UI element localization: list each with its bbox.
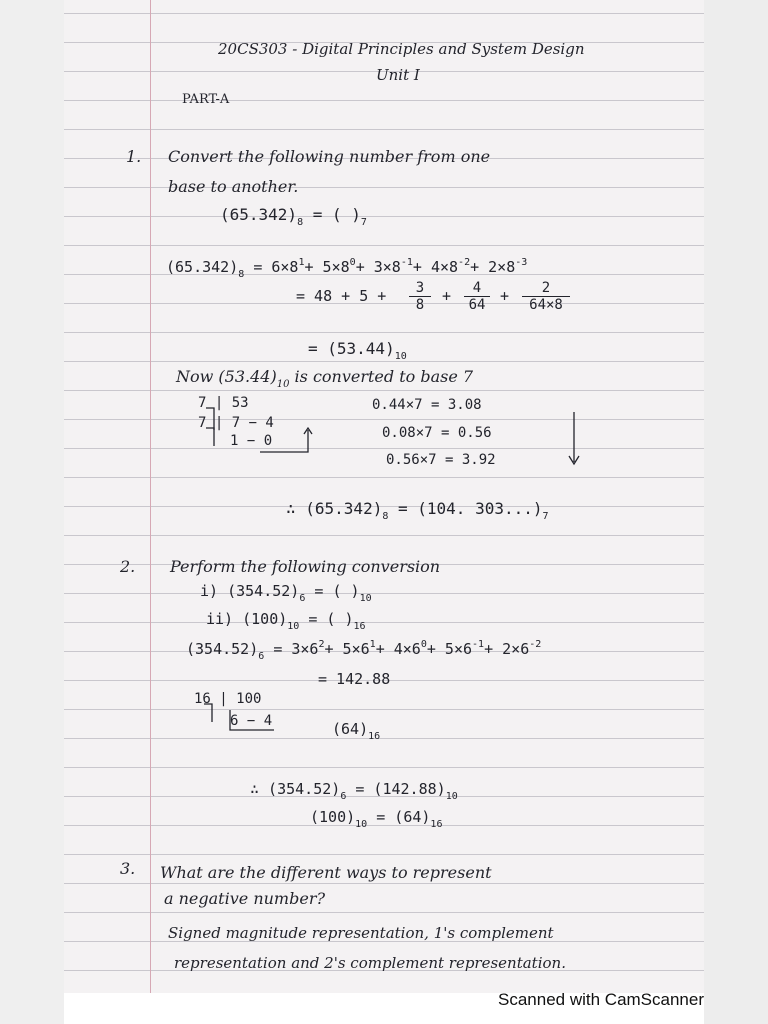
q2-expansion: $(354.52)_6 = 3\times 6^2+ 5\times 6^1+ 4\times 6^0+ 5\times 6^{-1}+ 2\times 6^{-2}$: [186, 639, 542, 662]
q2-decimal-result: = 142.88: [318, 670, 391, 688]
scanner-watermark: Scanned with CamScanner: [498, 990, 705, 1009]
unit-label: Unit I: [376, 66, 420, 84]
q3-number: 3.: [120, 859, 136, 878]
q2-hex-result: $(64)_{16}$: [332, 720, 381, 742]
scan-background-right: [704, 0, 768, 1024]
q3-prompt-line1: What are the different ways to represent: [160, 863, 492, 882]
q2-division-row-1: 16 | 100: [194, 691, 262, 707]
q2-item-2: ii) $(100)_{10}$ = ( )$_{16}$: [206, 610, 366, 632]
q1-fraction-1: $\frac{3}{8}$: [409, 280, 431, 313]
q1-division-row-2: 7 | 7 − 4: [198, 415, 274, 431]
q1-multiply-arrow: [569, 412, 579, 464]
q1-division-bracket: [206, 408, 214, 430]
q2-division-bracket: [204, 704, 212, 722]
q1-division-row-3: 1 − 0: [230, 433, 273, 449]
q1-fraction-3: $\frac{2}{64\times 8}$: [522, 280, 570, 313]
q1-final-answer: ∴ $(65.342)_8 = (104$. $303...)_7$: [286, 499, 549, 522]
q2-division-bracket-2: [230, 710, 274, 730]
q2-item-1: i) $(354.52)_6$ = ( )$_{10}$: [200, 582, 372, 604]
q3-answer-line1: Signed magnitude representation, 1's complement: [168, 924, 554, 942]
notebook-page: [64, 0, 704, 993]
q2-division-row-2: 6 − 4: [230, 713, 273, 729]
q1-plus-1: +: [442, 287, 452, 305]
q1-given: $(65.342)_8$ = ( )$_7$: [220, 205, 367, 228]
q1-plus-2: +: [500, 287, 510, 305]
q1-prompt-line1: Convert the following number from one: [168, 147, 491, 166]
q1-division-row-1: 7 | 53: [198, 395, 249, 411]
q1-expansion: $(65.342)_8 = 6\times 8^1+ 5\times 8^0+ 3\times 8^{-1}+ 4\times 8^{-2}+ 2\times 8^{-3}$: [166, 257, 528, 280]
q1-sum-lead: = 48 + 5 +: [296, 287, 387, 305]
q1-multiply-row-3: 0.56×7 = 3.92: [386, 452, 496, 468]
q2-prompt: Perform the following conversion: [170, 557, 441, 576]
q1-division-bracket-2: [206, 428, 214, 446]
q1-fraction-2: $\frac{4}{64}$: [464, 280, 490, 313]
q1-decimal-result: = $(53.44)_{10}$: [308, 339, 407, 362]
q1-number: 1.: [126, 147, 142, 166]
q1-multiply-row-2: 0.08×7 = 0.56: [382, 425, 492, 441]
q1-remainder-arrow: [260, 428, 312, 452]
q1-now-line: Now $(53.44)_{10}$ is converted to base 7: [176, 367, 474, 390]
q2-number: 2.: [120, 557, 136, 576]
q3-prompt-line2: a negative number?: [164, 889, 326, 908]
page-title: 20CS303 - Digital Principles and System Design: [218, 40, 585, 58]
q2-answer-1: ∴ $(354.52)_6 = (142.88)_{10}$: [250, 780, 458, 802]
q3-answer-line2: representation and 2's complement representation.: [174, 954, 566, 972]
q1-prompt-line2: base to another.: [168, 177, 299, 196]
part-label: PART-A: [182, 92, 230, 107]
q1-multiply-row-1: 0.44×7 = 3.08: [372, 397, 482, 413]
scan-background-left: [0, 0, 64, 1024]
handwritten-strokes: [64, 0, 704, 993]
q2-answer-2: $(100)_{10} = (64)_{16}$: [310, 808, 443, 830]
